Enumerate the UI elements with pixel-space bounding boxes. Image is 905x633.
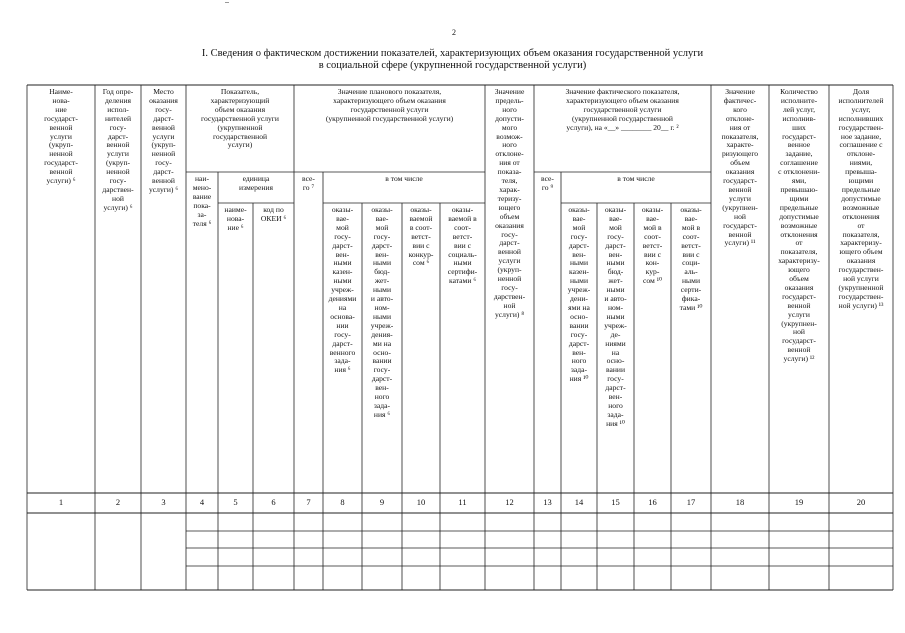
column-number: 2: [115, 497, 121, 507]
column-number: 6: [271, 497, 276, 507]
section-title-line-2: в социальной сфере (укрупненной государственной услуги): [318, 60, 587, 71]
column-number: 18: [735, 497, 745, 507]
column-number: 17: [686, 497, 696, 507]
column-number: 10: [416, 497, 426, 507]
header-c12: Значение предель- ного допусти- мого возмож- ного отклоне- ния от показа- теля, харак- теризу- ющего объем оказания госу- дарст- венной услуги (укруп- ненной госу- дарствен- ной услуги) ⁸: [493, 88, 526, 319]
header-c18: Значение фактичес- кого отклоне- ния от показателя, характе- ризующего объем оказания государст- венной услуги (укрупнен- ной государст- венной услуги) ¹¹: [721, 88, 759, 248]
header-c4: наи- мено- вание пока- за- теля ⁶: [192, 175, 212, 228]
header-c1: Наиме- нова- ние государст- венной услуги (укруп- ненной государст- венной услуги) ⁶: [44, 88, 78, 186]
header-g_indicator: Показатель, характеризующий объем оказания государственной услуги (укрупненной государственной услуги): [201, 88, 279, 150]
header-c16: оказы- вае- мой в соот- ветст- вии с кон- кур- сом ¹⁰: [641, 206, 664, 286]
header-c20: Доля исполнителей услуг, исполнивших государствен- ное задание, соглашение с отклоне- ниями, превыша- ющими предельные допустимые возможные отклонения от показателя, характеризу- ющего объем оказания государствен- ной услуги (укрупненной государствен- ной услуги) ¹³: [838, 88, 884, 310]
header-g_unit: единица измерения: [239, 175, 273, 192]
header-c9: оказы- вае- мой госу- дарст- вен- ными бюд- жет- ными и авто- ном- ными учреж- дения- ми на осно- вании госу- дарст- вен- ного зада- ния ⁶: [370, 206, 394, 419]
column-number: 8: [340, 497, 345, 507]
header-g_plan: Значение планового показателя, характеризующего объем оказания государственной услуги (укрупненной государственной услуги): [325, 88, 454, 123]
column-number: 1: [58, 497, 64, 507]
column-number: 7: [306, 497, 311, 507]
header-c14: оказы- вае- мой госу- дарст- вен- ными казен- ными учреж- дени- ями на осно- вании госу- дарст- вен- ного зада- ния ¹⁰: [567, 206, 591, 384]
column-number: 11: [458, 497, 467, 507]
header-c13: все- го ⁹: [541, 175, 554, 192]
column-number: 15: [611, 497, 620, 507]
header-c2: Год опре- деления испол- нителей госу- дарст- венной услуги (укруп- ненной госу- дарствен- ной услуги) ⁶: [102, 88, 134, 212]
page-number: 2: [452, 28, 456, 37]
header-c6: код по ОКЕИ ⁶: [260, 206, 287, 223]
header-g_plan_incl: в том числе: [385, 175, 423, 183]
header-c10: оказы- ваемой в соот- ветст- вии с конкур- сом ⁶: [408, 206, 434, 268]
header-c19: Количество исполните- лей услуг, исполнив- ших государст- венное задание, соглашение с отклонени- ями, превышаю- щими предельные допустимые возможные отклонения от показателя, характеризу- ющего объем оказания государст- венной услуги (укрупнен- ной государст- венной услуги) ¹²: [778, 88, 820, 364]
column-number: 19: [794, 497, 804, 507]
header-g_fact_incl: в том числе: [617, 175, 655, 183]
header-c15: оказы- вае- мой госу- дарст- вен- ными бюд- жет- ными и авто- ном- ными учреж- де- ниями на осно- вании госу- дарст- вен- ного зада- ния ¹⁰: [604, 206, 627, 428]
column-number: 20: [856, 497, 866, 507]
header-c7: все- го ⁷: [302, 175, 315, 192]
column-number: 14: [574, 497, 584, 507]
header-c8: оказы- вае- мой госу- дарст- вен- ными казен- ными учреж- дениями на основа- нии госу- дарст- венного зада- ния ⁶: [328, 206, 357, 375]
section-title-line-1: I. Сведения о фактическом достижении показателей, характеризующих объем оказания государственной услуги: [201, 48, 704, 59]
column-number: 3: [161, 497, 166, 507]
column-number: 13: [543, 497, 552, 507]
header-c17: оказы- вае- мой в соот- ветст- вии с соци- аль- ными серти- фика- тами ¹⁰: [679, 206, 703, 312]
header-c5: наиме- нова- ние ⁶: [224, 206, 247, 232]
column-number: 16: [648, 497, 657, 507]
header-g_fact: Значение фактического показателя, характеризующего объем оказания государственной услуги (укрупненной государственной услуги), на «__» ________ 20__ г. ²: [565, 88, 680, 132]
header-c3: Место оказания госу- дарст- венной услуги (укруп- ненной госу- дарст- венной услуги) ⁶: [148, 88, 178, 194]
column-number: 5: [233, 497, 238, 507]
header-c11: оказы- ваемой в соот- ветст- вии с социаль- ными сертифи- катами ⁶: [447, 206, 478, 286]
column-number: 12: [505, 497, 514, 507]
column-number: 4: [199, 497, 205, 507]
column-number: 9: [379, 497, 385, 507]
